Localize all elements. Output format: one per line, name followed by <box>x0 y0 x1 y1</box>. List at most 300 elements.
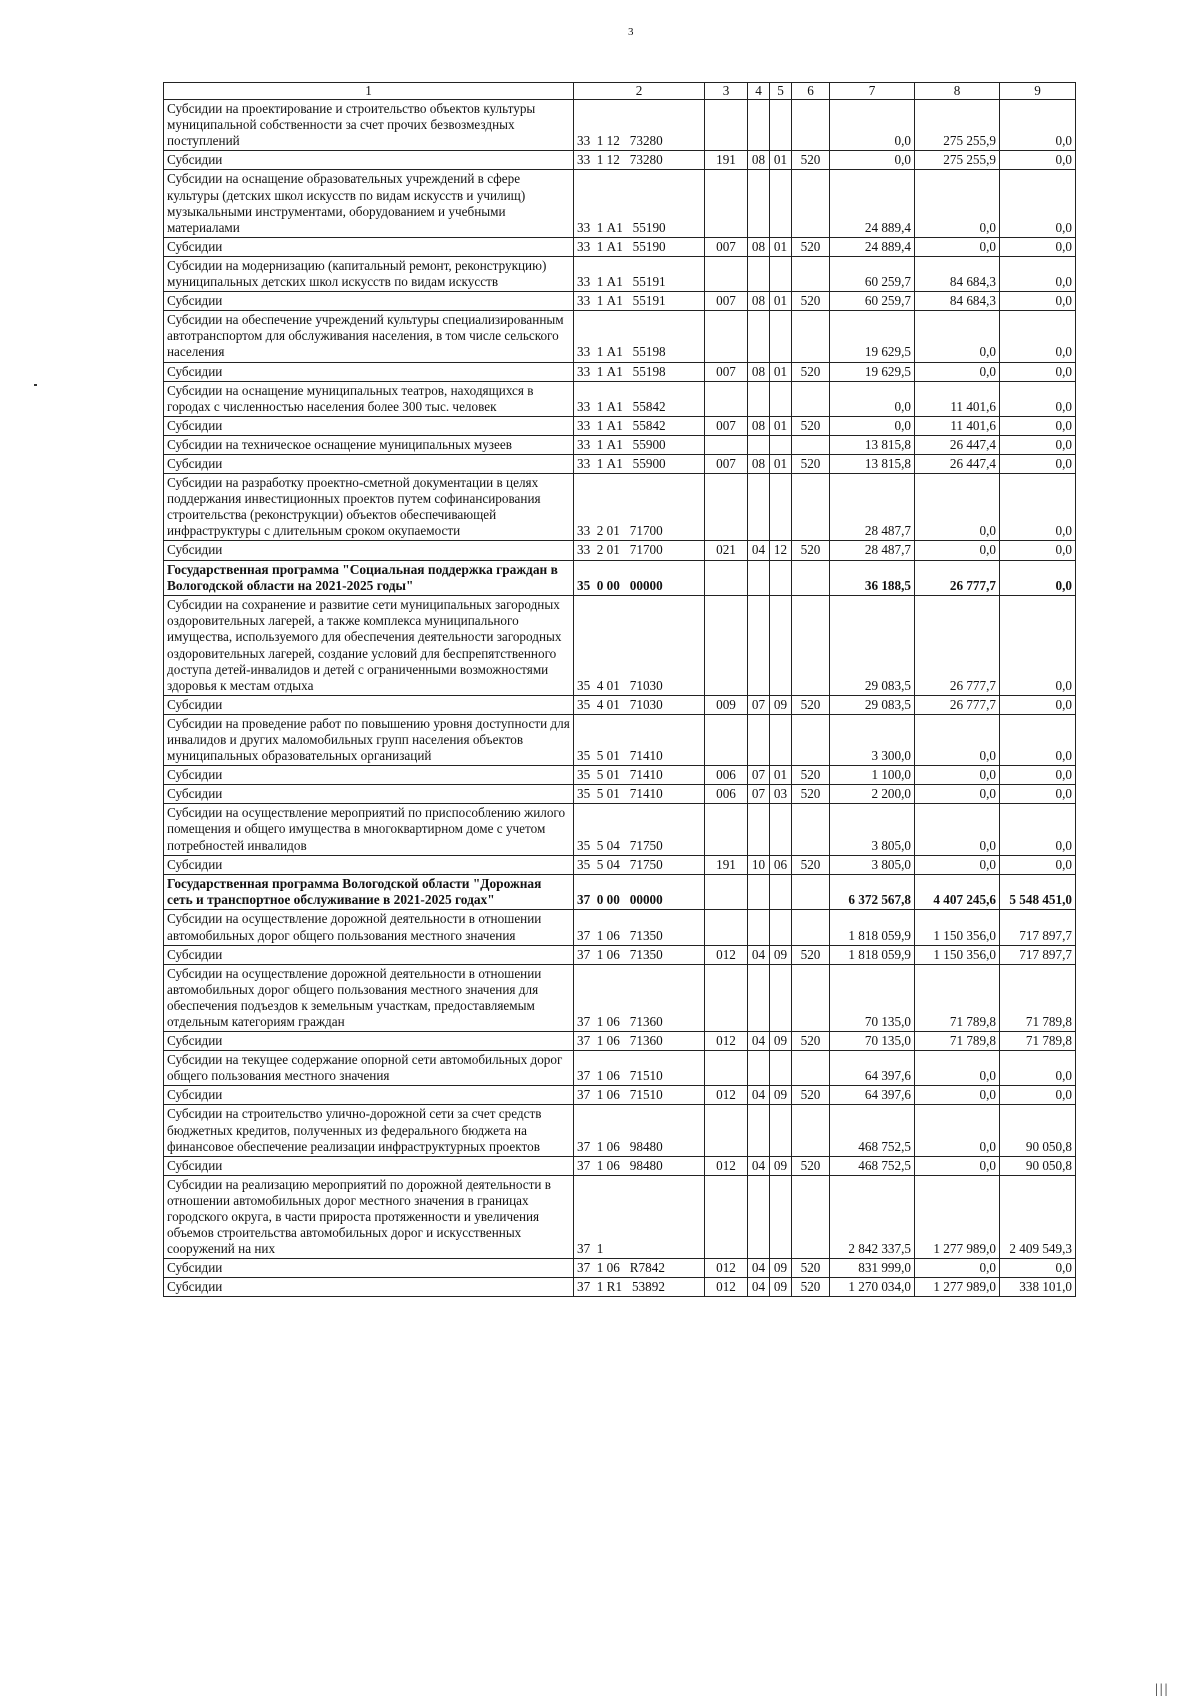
cell-value-col-9: 0,0 <box>1000 541 1076 560</box>
cell-value-col-9: 90 050,8 <box>1000 1156 1076 1175</box>
cell-value-col-9: 0,0 <box>1000 100 1076 151</box>
cell-col-5 <box>770 256 792 291</box>
cell-col-5: 12 <box>770 541 792 560</box>
cell-col-6 <box>792 560 830 596</box>
cell-col-4 <box>748 1175 770 1258</box>
cell-code: 37 1 06 98480 <box>574 1156 705 1175</box>
table-row <box>164 945 1076 964</box>
table-body <box>164 83 1076 1297</box>
cell-col-3 <box>705 874 748 910</box>
cell-value-col-7: 3 805,0 <box>830 804 915 855</box>
cell-col-3: 009 <box>705 695 748 714</box>
cell-col-4: 10 <box>748 855 770 874</box>
cell-col-6: 520 <box>792 1278 830 1297</box>
table-row <box>164 100 1076 151</box>
cell-value-col-7: 19 629,5 <box>830 311 915 362</box>
cell-value-col-8: 84 684,3 <box>915 292 1000 311</box>
cell-col-6: 520 <box>792 237 830 256</box>
cell-col-5: 01 <box>770 151 792 170</box>
cell-value-col-7: 60 259,7 <box>830 292 915 311</box>
cell-col-6 <box>792 381 830 416</box>
cell-name: Субсидии <box>164 766 574 785</box>
cell-value-col-9: 0,0 <box>1000 292 1076 311</box>
cell-value-col-7: 70 135,0 <box>830 964 915 1031</box>
cell-name: Субсидии на сохранение и развитие сети муниципальных загородных оздоровительных лагерей, а также комплекса муниципального имущества, используемого для обеспечения деятельности загородных оздоровительных лагерей, создание условий для беспрепятственного доступа детей-инвалидов и детей с ограниченными возможностями здоровья к местам отдыха <box>164 596 574 696</box>
cell-col-4: 04 <box>748 1156 770 1175</box>
cell-value-col-8: 0,0 <box>915 714 1000 765</box>
cell-code: 35 4 01 71030 <box>574 596 705 696</box>
cell-col-5: 09 <box>770 1278 792 1297</box>
cell-col-6 <box>792 910 830 945</box>
cell-value-col-7: 2 200,0 <box>830 785 915 804</box>
cell-value-col-7: 0,0 <box>830 100 915 151</box>
cell-name: Субсидии на строительство улично-дорожной сети за счет средств бюджетных кредитов, полученных из федерального бюджета на финансовое обеспечение реализации инфраструктурных проектов <box>164 1105 574 1156</box>
cell-name: Субсидии на текущее содержание опорной сети автомобильных дорог общего пользования местного значения <box>164 1051 574 1086</box>
cell-col-4 <box>748 964 770 1031</box>
cell-col-5 <box>770 874 792 910</box>
cell-col-6 <box>792 964 830 1031</box>
table-row <box>164 362 1076 381</box>
cell-col-5: 09 <box>770 1156 792 1175</box>
cell-value-col-7: 1 100,0 <box>830 766 915 785</box>
cell-code: 33 1 А1 55191 <box>574 256 705 291</box>
cell-col-6: 520 <box>792 151 830 170</box>
cell-col-3 <box>705 596 748 696</box>
cell-name: Субсидии на модернизацию (капитальный ремонт, реконструкцию) муниципальных детских школ искусств по видам искусств <box>164 256 574 291</box>
cell-col-5 <box>770 804 792 855</box>
cell-value-col-7: 64 397,6 <box>830 1086 915 1105</box>
program-row <box>164 560 1076 596</box>
cell-value-col-7: 1 818 059,9 <box>830 910 915 945</box>
cell-col-5: 06 <box>770 855 792 874</box>
cell-name: Субсидии на обеспечение учреждений культуры специализированным автотранспортом для обслуживания населения, в том числе сельского населения <box>164 311 574 362</box>
cell-code: 37 1 06 71350 <box>574 910 705 945</box>
cell-value-col-8: 0,0 <box>915 311 1000 362</box>
cell-value-col-9: 0,0 <box>1000 454 1076 473</box>
cell-col-3: 012 <box>705 1086 748 1105</box>
cell-name: Субсидии на оснащение муниципальных театров, находящихся в городах с численностью населения более 300 тыс. человек <box>164 381 574 416</box>
cell-value-col-8: 0,0 <box>915 804 1000 855</box>
cell-name: Субсидии <box>164 541 574 560</box>
cell-code: 35 5 01 71410 <box>574 785 705 804</box>
cell-value-col-9: 0,0 <box>1000 714 1076 765</box>
cell-col-6 <box>792 256 830 291</box>
cell-name: Субсидии на осуществление мероприятий по приспособлению жилого помещения и общего имущества в многоквартирном доме с учетом потребностей инвалидов <box>164 804 574 855</box>
cell-col-5: 09 <box>770 1086 792 1105</box>
cell-value-col-7: 13 815,8 <box>830 454 915 473</box>
cell-value-col-8: 11 401,6 <box>915 381 1000 416</box>
cell-value-col-8: 11 401,6 <box>915 416 1000 435</box>
cell-value-col-9: 717 897,7 <box>1000 910 1076 945</box>
header-col-1: 1 <box>164 83 574 100</box>
cell-col-6 <box>792 1105 830 1156</box>
cell-col-6: 520 <box>792 1086 830 1105</box>
cell-col-5 <box>770 1175 792 1258</box>
cell-col-4: 04 <box>748 1259 770 1278</box>
cell-value-col-8: 0,0 <box>915 541 1000 560</box>
cell-col-6 <box>792 100 830 151</box>
cell-col-6: 520 <box>792 945 830 964</box>
cell-value-col-7: 468 752,5 <box>830 1156 915 1175</box>
cell-col-4 <box>748 874 770 910</box>
cell-col-4 <box>748 170 770 237</box>
cell-col-5 <box>770 714 792 765</box>
margin-mark <box>34 384 37 386</box>
cell-value-col-7: 19 629,5 <box>830 362 915 381</box>
cell-code: 33 1 А1 55842 <box>574 381 705 416</box>
cell-col-4 <box>748 100 770 151</box>
cell-col-3 <box>705 100 748 151</box>
cell-col-6: 520 <box>792 855 830 874</box>
cell-code: 33 2 01 71700 <box>574 474 705 541</box>
header-col-8: 8 <box>915 83 1000 100</box>
cell-name: Субсидии <box>164 151 574 170</box>
table-row <box>164 311 1076 362</box>
cell-name: Субсидии <box>164 855 574 874</box>
cell-col-4: 04 <box>748 945 770 964</box>
cell-name: Субсидии <box>164 416 574 435</box>
cell-value-col-7: 468 752,5 <box>830 1105 915 1156</box>
cell-name: Субсидии <box>164 695 574 714</box>
cell-value-col-7: 2 842 337,5 <box>830 1175 915 1258</box>
cell-col-3: 006 <box>705 766 748 785</box>
cell-value-col-8: 0,0 <box>915 1156 1000 1175</box>
table-row <box>164 855 1076 874</box>
table-row <box>164 1259 1076 1278</box>
table-row <box>164 1105 1076 1156</box>
cell-col-4 <box>748 474 770 541</box>
cell-col-3: 021 <box>705 541 748 560</box>
cell-value-col-8: 275 255,9 <box>915 151 1000 170</box>
cell-col-5: 01 <box>770 766 792 785</box>
cell-col-3: 012 <box>705 1032 748 1051</box>
cell-col-3: 012 <box>705 1156 748 1175</box>
cell-value-col-7: 29 083,5 <box>830 695 915 714</box>
header-col-7: 7 <box>830 83 915 100</box>
cell-col-5 <box>770 910 792 945</box>
table-row <box>164 804 1076 855</box>
cell-name: Государственная программа Вологодской области "Дорожная сеть и транспортное обслуживание в 2021-2025 годах" <box>164 874 574 910</box>
cell-code: 33 2 01 71700 <box>574 541 705 560</box>
table-header-row <box>164 83 1076 100</box>
cell-col-4: 08 <box>748 416 770 435</box>
cell-value-col-9: 0,0 <box>1000 151 1076 170</box>
cell-col-6: 520 <box>792 292 830 311</box>
cell-col-4: 07 <box>748 695 770 714</box>
cell-col-4 <box>748 311 770 362</box>
cell-col-4: 04 <box>748 1278 770 1297</box>
cell-col-4 <box>748 714 770 765</box>
table-row <box>164 1175 1076 1258</box>
cell-value-col-7: 13 815,8 <box>830 435 915 454</box>
cell-value-col-8: 0,0 <box>915 1259 1000 1278</box>
cell-code: 37 1 06 R7842 <box>574 1259 705 1278</box>
cell-value-col-7: 0,0 <box>830 416 915 435</box>
cell-col-4: 08 <box>748 237 770 256</box>
cell-value-col-8: 26 777,7 <box>915 560 1000 596</box>
cell-col-5 <box>770 560 792 596</box>
table-row <box>164 596 1076 696</box>
cell-col-3: 012 <box>705 1259 748 1278</box>
cell-col-5: 01 <box>770 416 792 435</box>
cell-col-6 <box>792 596 830 696</box>
cell-value-col-9: 717 897,7 <box>1000 945 1076 964</box>
cell-name: Субсидии на реализацию мероприятий по дорожной деятельности в отношении автомобильных дорог местного значения в границах городского округа, в части прироста протяженности и увеличения объемов строительства автомобильных дорог и искусственных сооружений на них <box>164 1175 574 1258</box>
cell-value-col-7: 28 487,7 <box>830 541 915 560</box>
cell-col-5: 01 <box>770 292 792 311</box>
cell-value-col-7: 64 397,6 <box>830 1051 915 1086</box>
cell-code: 33 1 А1 55198 <box>574 362 705 381</box>
cell-col-5 <box>770 1051 792 1086</box>
cell-value-col-9: 71 789,8 <box>1000 964 1076 1031</box>
page-number: 3 <box>628 26 634 38</box>
cell-col-6: 520 <box>792 541 830 560</box>
cell-col-4 <box>748 596 770 696</box>
cell-col-5 <box>770 474 792 541</box>
cell-col-3 <box>705 804 748 855</box>
cell-value-col-9: 0,0 <box>1000 311 1076 362</box>
cell-value-col-8: 1 150 356,0 <box>915 945 1000 964</box>
cell-col-5: 03 <box>770 785 792 804</box>
cell-col-4 <box>748 560 770 596</box>
cell-col-4: 07 <box>748 785 770 804</box>
cell-value-col-9: 90 050,8 <box>1000 1105 1076 1156</box>
cell-code: 37 1 06 71510 <box>574 1086 705 1105</box>
cell-code: 37 1 06 71360 <box>574 964 705 1031</box>
cell-value-col-9: 0,0 <box>1000 695 1076 714</box>
cell-value-col-9: 338 101,0 <box>1000 1278 1076 1297</box>
cell-col-3 <box>705 964 748 1031</box>
cell-value-col-8: 4 407 245,6 <box>915 874 1000 910</box>
cell-col-5 <box>770 100 792 151</box>
cell-value-col-9: 0,0 <box>1000 1086 1076 1105</box>
cell-col-6 <box>792 170 830 237</box>
cell-col-3 <box>705 435 748 454</box>
cell-col-3 <box>705 1105 748 1156</box>
bottom-marks: ||| <box>1155 1682 1170 1697</box>
cell-value-col-9: 0,0 <box>1000 435 1076 454</box>
cell-col-6: 520 <box>792 1259 830 1278</box>
cell-value-col-9: 0,0 <box>1000 855 1076 874</box>
cell-col-3: 007 <box>705 416 748 435</box>
cell-value-col-8: 275 255,9 <box>915 100 1000 151</box>
cell-value-col-7: 6 372 567,8 <box>830 874 915 910</box>
cell-name: Субсидии на оснащение образовательных учреждений в сфере культуры (детских школ искусств по видам искусств и училищ) музыкальными инструментами, оборудованием и учебными материалами <box>164 170 574 237</box>
cell-col-4 <box>748 1051 770 1086</box>
cell-col-6 <box>792 474 830 541</box>
cell-value-col-8: 71 789,8 <box>915 964 1000 1031</box>
header-col-4: 4 <box>748 83 770 100</box>
cell-code: 37 1 <box>574 1175 705 1258</box>
cell-code: 37 0 00 00000 <box>574 874 705 910</box>
cell-col-6 <box>792 1175 830 1258</box>
cell-value-col-9: 0,0 <box>1000 766 1076 785</box>
cell-value-col-7: 3 805,0 <box>830 855 915 874</box>
cell-name: Субсидии <box>164 237 574 256</box>
cell-col-5 <box>770 435 792 454</box>
cell-col-6: 520 <box>792 766 830 785</box>
cell-value-col-9: 2 409 549,3 <box>1000 1175 1076 1258</box>
cell-value-col-8: 0,0 <box>915 766 1000 785</box>
table-row <box>164 381 1076 416</box>
table-row <box>164 170 1076 237</box>
cell-value-col-9: 0,0 <box>1000 1051 1076 1086</box>
cell-col-3 <box>705 560 748 596</box>
cell-value-col-8: 26 447,4 <box>915 435 1000 454</box>
cell-name: Субсидии на техническое оснащение муниципальных музеев <box>164 435 574 454</box>
cell-value-col-8: 0,0 <box>915 1105 1000 1156</box>
cell-col-6: 520 <box>792 362 830 381</box>
table-row <box>164 785 1076 804</box>
cell-name: Субсидии <box>164 1086 574 1105</box>
cell-name: Субсидии <box>164 785 574 804</box>
cell-name: Государственная программа "Социальная поддержка граждан в Вологодской области на 2021-2025 годы" <box>164 560 574 596</box>
cell-value-col-8: 0,0 <box>915 785 1000 804</box>
cell-col-4: 08 <box>748 151 770 170</box>
cell-col-6 <box>792 714 830 765</box>
cell-col-3 <box>705 170 748 237</box>
cell-col-6: 520 <box>792 454 830 473</box>
cell-value-col-9: 0,0 <box>1000 1259 1076 1278</box>
cell-col-4 <box>748 381 770 416</box>
cell-col-5: 09 <box>770 1032 792 1051</box>
cell-col-4: 04 <box>748 541 770 560</box>
header-col-5: 5 <box>770 83 792 100</box>
cell-value-col-8: 0,0 <box>915 855 1000 874</box>
table-row <box>164 435 1076 454</box>
cell-col-5: 01 <box>770 362 792 381</box>
table-row <box>164 766 1076 785</box>
cell-col-5 <box>770 381 792 416</box>
cell-col-4: 08 <box>748 362 770 381</box>
cell-code: 33 1 12 73280 <box>574 151 705 170</box>
cell-value-col-7: 1 270 034,0 <box>830 1278 915 1297</box>
cell-name: Субсидии <box>164 1278 574 1297</box>
cell-col-4 <box>748 256 770 291</box>
table-row <box>164 454 1076 473</box>
cell-value-col-8: 0,0 <box>915 237 1000 256</box>
cell-col-3 <box>705 381 748 416</box>
cell-col-3: 012 <box>705 1278 748 1297</box>
cell-name: Субсидии <box>164 454 574 473</box>
cell-col-4 <box>748 910 770 945</box>
cell-value-col-9: 5 548 451,0 <box>1000 874 1076 910</box>
cell-name: Субсидии <box>164 362 574 381</box>
cell-value-col-8: 0,0 <box>915 1051 1000 1086</box>
table-row <box>164 695 1076 714</box>
cell-col-4 <box>748 1105 770 1156</box>
cell-value-col-9: 71 789,8 <box>1000 1032 1076 1051</box>
cell-value-col-8: 71 789,8 <box>915 1032 1000 1051</box>
cell-col-5 <box>770 596 792 696</box>
cell-value-col-7: 0,0 <box>830 151 915 170</box>
cell-col-3: 007 <box>705 237 748 256</box>
budget-table <box>163 82 1076 1297</box>
cell-col-3: 007 <box>705 454 748 473</box>
cell-code: 35 4 01 71030 <box>574 695 705 714</box>
table-row <box>164 1032 1076 1051</box>
cell-name: Субсидии <box>164 1156 574 1175</box>
cell-col-5: 01 <box>770 237 792 256</box>
cell-value-col-7: 1 818 059,9 <box>830 945 915 964</box>
cell-code: 37 1 R1 53892 <box>574 1278 705 1297</box>
cell-col-5: 09 <box>770 695 792 714</box>
cell-col-3 <box>705 714 748 765</box>
cell-col-4 <box>748 435 770 454</box>
header-col-9: 9 <box>1000 83 1076 100</box>
cell-value-col-8: 0,0 <box>915 474 1000 541</box>
cell-code: 33 1 А1 55842 <box>574 416 705 435</box>
table-row <box>164 256 1076 291</box>
cell-col-3 <box>705 1175 748 1258</box>
table-row <box>164 292 1076 311</box>
table-row <box>164 1086 1076 1105</box>
cell-code: 33 1 А1 55190 <box>574 170 705 237</box>
cell-value-col-9: 0,0 <box>1000 474 1076 541</box>
cell-name: Субсидии на разработку проектно-сметной документации в целях поддержания инвестиционных проектов путем софинансирования строительства (реконструкции) объектов обеспечивающей инфраструктуры с длительным сроком окупаемости <box>164 474 574 541</box>
cell-code: 37 1 06 98480 <box>574 1105 705 1156</box>
cell-value-col-7: 0,0 <box>830 381 915 416</box>
cell-col-4 <box>748 804 770 855</box>
cell-value-col-7: 3 300,0 <box>830 714 915 765</box>
cell-code: 35 5 01 71410 <box>574 766 705 785</box>
cell-col-3: 191 <box>705 855 748 874</box>
table-row <box>164 1156 1076 1175</box>
cell-value-col-7: 60 259,7 <box>830 256 915 291</box>
program-row <box>164 874 1076 910</box>
cell-value-col-9: 0,0 <box>1000 256 1076 291</box>
cell-value-col-8: 84 684,3 <box>915 256 1000 291</box>
cell-col-4: 07 <box>748 766 770 785</box>
table-row <box>164 237 1076 256</box>
cell-value-col-9: 0,0 <box>1000 785 1076 804</box>
cell-col-5 <box>770 311 792 362</box>
cell-col-6 <box>792 311 830 362</box>
cell-value-col-7: 24 889,4 <box>830 170 915 237</box>
header-col-2: 2 <box>574 83 705 100</box>
table-row <box>164 416 1076 435</box>
cell-code: 35 5 04 71750 <box>574 855 705 874</box>
cell-col-3 <box>705 910 748 945</box>
cell-value-col-7: 28 487,7 <box>830 474 915 541</box>
cell-col-6: 520 <box>792 1156 830 1175</box>
cell-code: 35 5 01 71410 <box>574 714 705 765</box>
cell-col-6: 520 <box>792 1032 830 1051</box>
cell-col-3: 007 <box>705 362 748 381</box>
cell-code: 35 0 00 00000 <box>574 560 705 596</box>
header-col-3: 3 <box>705 83 748 100</box>
cell-value-col-8: 1 150 356,0 <box>915 910 1000 945</box>
cell-name: Субсидии на осуществление дорожной деятельности в отношении автомобильных дорог общего пользования местного значения <box>164 910 574 945</box>
cell-col-6: 520 <box>792 695 830 714</box>
cell-col-3 <box>705 256 748 291</box>
cell-col-3 <box>705 1051 748 1086</box>
cell-value-col-8: 26 777,7 <box>915 695 1000 714</box>
cell-col-5 <box>770 1105 792 1156</box>
cell-code: 37 1 06 71350 <box>574 945 705 964</box>
header-col-6: 6 <box>792 83 830 100</box>
cell-code: 33 1 А1 55191 <box>574 292 705 311</box>
cell-value-col-7: 70 135,0 <box>830 1032 915 1051</box>
cell-value-col-7: 29 083,5 <box>830 596 915 696</box>
cell-value-col-8: 26 777,7 <box>915 596 1000 696</box>
cell-code: 33 1 12 73280 <box>574 100 705 151</box>
cell-value-col-7: 24 889,4 <box>830 237 915 256</box>
cell-col-3: 012 <box>705 945 748 964</box>
cell-col-5 <box>770 964 792 1031</box>
table-row <box>164 1051 1076 1086</box>
cell-col-5: 09 <box>770 945 792 964</box>
